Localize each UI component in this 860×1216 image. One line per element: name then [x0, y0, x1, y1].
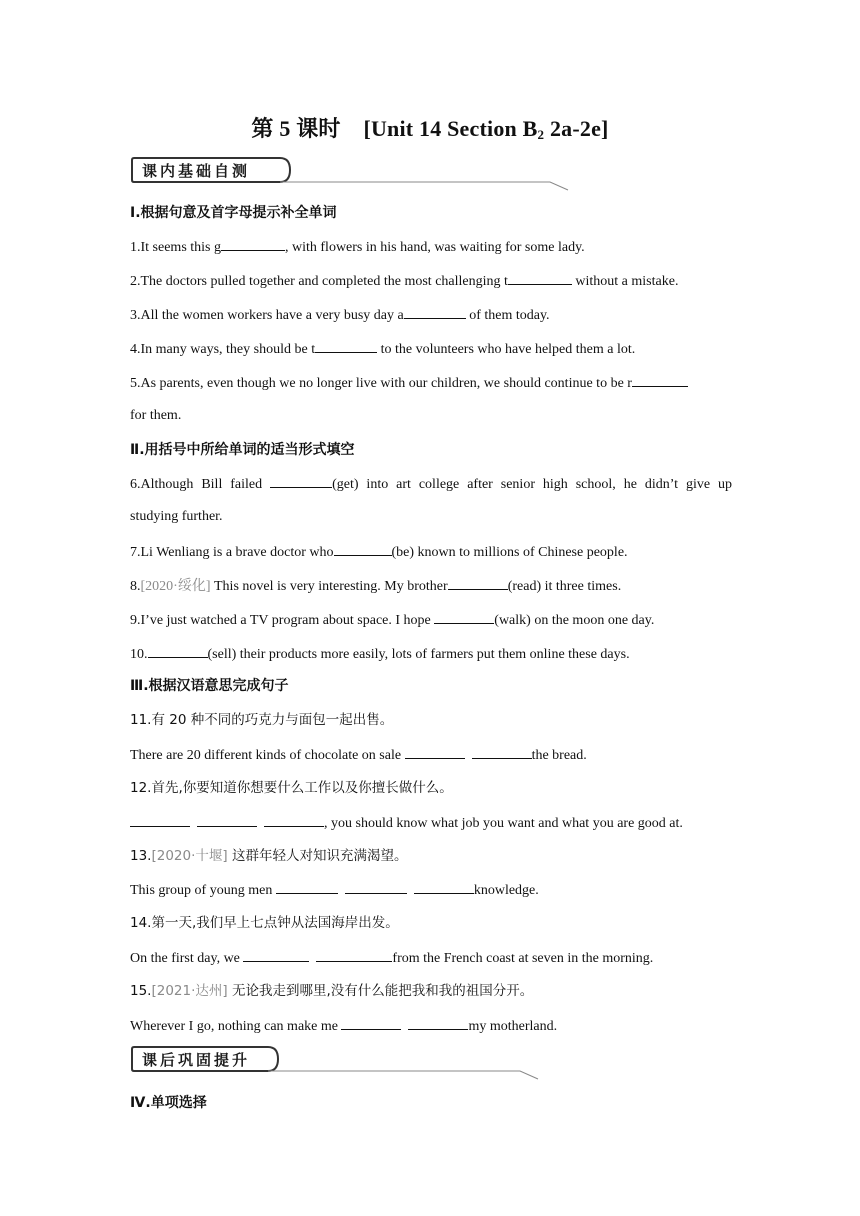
answer-blank[interactable] — [264, 812, 324, 827]
question-6-cont: studying further. — [130, 509, 223, 524]
section-banner-in-class — [130, 156, 570, 186]
page-title — [0, 112, 860, 143]
answer-blank[interactable] — [345, 879, 407, 894]
source-tag: [2020·十堰] — [151, 848, 228, 864]
answer-blank[interactable] — [448, 575, 508, 590]
question-10: 10. (sell) their products more easily, lots of farmers put them online these days. — [130, 643, 732, 665]
section-heading-3: Ⅲ.根据汉语意思完成句子 — [130, 678, 289, 694]
question-13-prompt: 13.[2020·十堰] 这群年轻人对知识充满渴望。 — [130, 848, 408, 864]
source-tag: [2021·达州] — [151, 983, 228, 999]
question-6: 6.Although Bill failed (get) into art college after senior high school, he didn’t give up — [130, 473, 732, 495]
answer-blank[interactable] — [472, 744, 532, 759]
question-3: 3.All the women workers have a very busy day a of them today. — [130, 304, 732, 326]
answer-blank[interactable] — [315, 338, 377, 353]
answer-blank[interactable] — [270, 473, 332, 488]
answer-blank[interactable] — [148, 643, 208, 658]
question-5-cont: for them. — [130, 408, 182, 423]
banner-label: 课后巩固提升 — [142, 1051, 251, 1069]
answer-blank[interactable] — [341, 1015, 401, 1030]
question-7: 7.Li Wenliang is a brave doctor who (be) known to millions of Chinese people. — [130, 541, 732, 563]
question-14: On the first day, we from the French coast at seven in the morning. — [130, 947, 732, 969]
question-5: 5.As parents, even though we no longer live with our children, we should continue to be r — [130, 372, 732, 394]
lesson-number: 第 5 课时 — [251, 116, 341, 141]
unit-label: [Unit 14 Section B — [363, 116, 538, 141]
question-1: 1.It seems this g , with flowers in his hand, was waiting for some lady. — [130, 236, 732, 258]
section-banner-after-class — [130, 1045, 550, 1075]
section-heading-2: Ⅱ.用括号中所给单词的适当形式填空 — [130, 442, 355, 458]
section-heading-1: Ⅰ.根据句意及首字母提示补全单词 — [130, 205, 337, 221]
answer-blank[interactable] — [276, 879, 338, 894]
question-8: 8.[2020·绥化] This novel is very interesting. My brother (read) it three times. — [130, 575, 732, 597]
question-11: There are 20 different kinds of chocolate on sale the bread. — [130, 744, 732, 766]
answer-blank[interactable] — [334, 541, 392, 556]
question-4: 4.In many ways, they should be t to the volunteers who have helped them a lot. — [130, 338, 732, 360]
question-11-prompt: 11.有 20 种不同的巧克力与面包一起出售。 — [130, 712, 394, 728]
section-heading-4: Ⅳ.单项选择 — [130, 1095, 207, 1111]
answer-blank[interactable] — [404, 304, 466, 319]
unit-subscript: 2 — [537, 127, 545, 142]
unit-range: 2a-2e] — [544, 116, 609, 141]
banner-label: 课内基础自测 — [142, 162, 251, 180]
question-12-prompt: 12.首先,你要知道你想要什么工作以及你擅长做什么。 — [130, 780, 453, 796]
answer-blank[interactable] — [243, 947, 309, 962]
answer-blank[interactable] — [130, 812, 190, 827]
question-12: , you should know what job you want and what you are good at. — [130, 812, 732, 834]
answer-blank[interactable] — [408, 1015, 468, 1030]
answer-blank[interactable] — [414, 879, 474, 894]
question-15-prompt: 15.[2021·达州] 无论我走到哪里,没有什么能把我和我的祖国分开。 — [130, 983, 534, 999]
source-tag: [2020·绥化] — [140, 579, 211, 594]
question-15: Wherever I go, nothing can make me my motherland. — [130, 1015, 732, 1037]
answer-blank[interactable] — [434, 609, 494, 624]
answer-blank[interactable] — [508, 270, 572, 285]
answer-blank[interactable] — [405, 744, 465, 759]
question-14-prompt: 14.第一天,我们早上七点钟从法国海岸出发。 — [130, 915, 399, 931]
answer-blank[interactable] — [316, 947, 392, 962]
question-2: 2.The doctors pulled together and completed the most challenging t without a mistake. — [130, 270, 732, 292]
question-13: This group of young men knowledge. — [130, 879, 732, 901]
answer-blank[interactable] — [221, 236, 285, 251]
answer-blank[interactable] — [632, 372, 688, 387]
question-9: 9.I’ve just watched a TV program about space. I hope (walk) on the moon one day. — [130, 609, 732, 631]
answer-blank[interactable] — [197, 812, 257, 827]
